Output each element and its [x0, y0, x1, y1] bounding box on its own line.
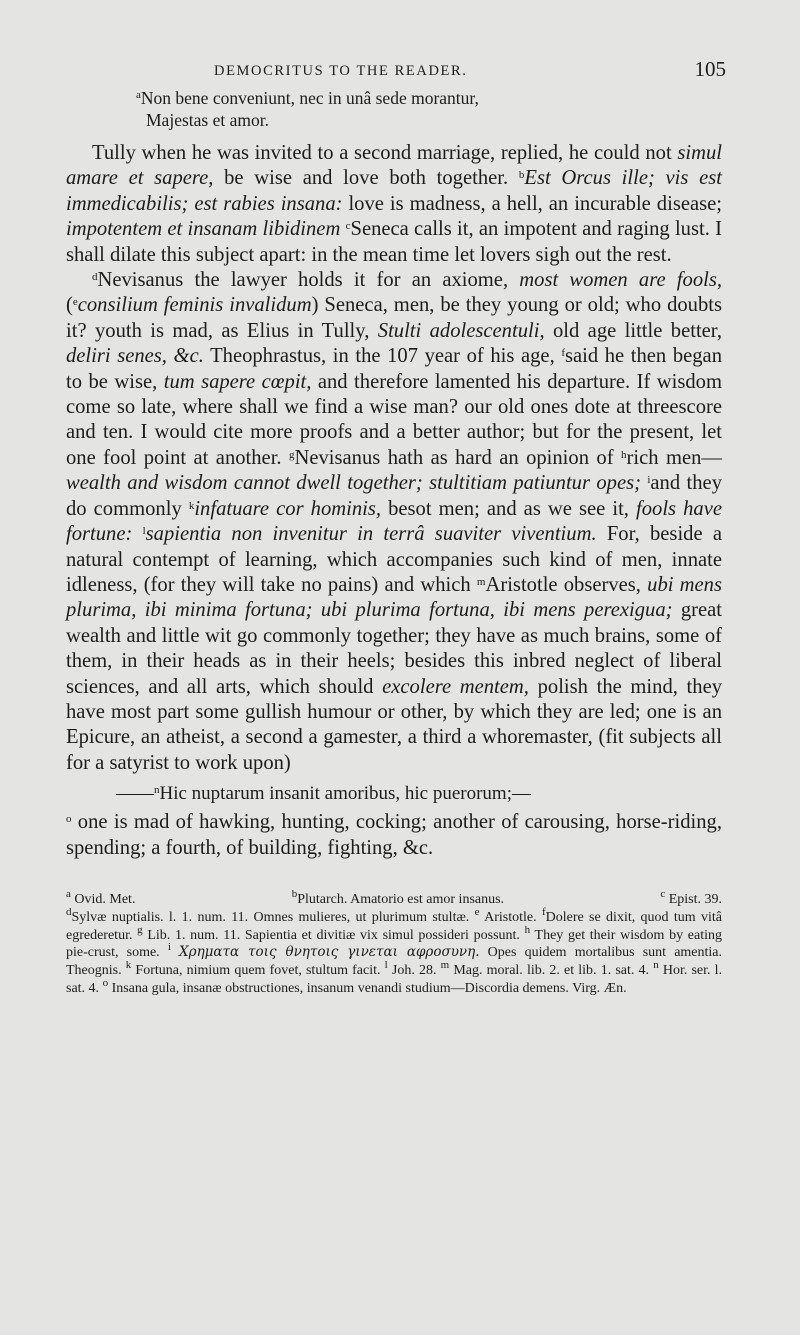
text-run: Seneca calls it, an impotent and raging lust. I shall dilate this subject apart: in the mean time let lovers sigh out the rest. — [66, 218, 722, 266]
footnote-ref-m: m — [476, 575, 486, 588]
footnote-ref-o: o — [66, 813, 72, 826]
footnote-g: $^g$ Lib. 1. num. 11. Sapientia et divitiæ vix simul possideri possunt. — [137, 923, 520, 943]
text-run: said he then began to be wise, — [66, 345, 722, 393]
footnote-ref-c: c — [345, 220, 351, 233]
text-run: besot men; and as we see it, — [381, 497, 637, 520]
footnote-ref-e: e — [72, 296, 78, 309]
text-run: great wealth and little wit go commonly together; they have as much brains, some of them, in their heads as in their heels; besides this inbred neglect of liberal sciences, and all arts, which should — [66, 599, 723, 698]
page-number: 105 — [694, 57, 726, 81]
footnote-ref-a: a — [136, 89, 141, 101]
page-header — [66, 55, 726, 87]
text-run: Aristotle observes, — [485, 573, 648, 596]
italic-run: tum sapere cœpit, — [163, 370, 312, 393]
italic-run: simul amare et sapere, — [66, 142, 722, 190]
footnote-f: $^f$Dolere se dixit, quod tum vitâ egrederetur. — [66, 905, 723, 943]
footnote-ref-h: h — [621, 448, 627, 461]
running-title: DEMOCRITUS TO THE READER. — [214, 63, 468, 79]
quotation-line — [116, 781, 722, 806]
text-run: polish the mind, they have most part some gullish humour or other, by which they are led; one is an Epicure, an atheist, a second a gamester, a third a whoremaster, (fit subjects all for a satyrist to work upon) — [66, 675, 723, 774]
footnotes — [66, 887, 723, 998]
text-run: Nevisanus hath as hard an opinion of — [294, 446, 621, 469]
italic-run: deliri senes, &c. — [66, 345, 204, 368]
footnote-i: $^i$ Χρηματα τοις θνητοις γινεται αφροσυνη. Opes quidem mortalibus sunt amentia. Theognis. — [66, 941, 723, 979]
italic-run: infatuare cor hominis, — [194, 497, 382, 520]
quote-dash: —— — [116, 783, 154, 805]
text-run: For, beside a natural contempt of learning, which accompanies such kind of men, innate idleness, (for they will take no pains) and which — [66, 523, 722, 596]
footnote-h: $^h$ They get their wisdom by eating pie-crust, some. — [66, 923, 723, 961]
footnote-ref-n: n — [154, 784, 160, 797]
footnote-k: $^k$ Fortuna, nimium quem fovet, stultum facit. — [125, 959, 381, 979]
text-run: and they do commonly — [66, 472, 722, 520]
footnote-a: $^a$ Ovid. Met. — [66, 887, 136, 907]
text-run: and therefore lamented his departure. If wisdom come so late, where shall we find a wise man? our old ones dote at threescore and ten. I would cite more proofs and a better author; but for the present, let one fool point at another. — [66, 370, 722, 469]
italic-run: impotentem et insanam libidinem — [66, 218, 341, 241]
italic-run: most women are fools, — [519, 269, 722, 292]
verse-quotation — [136, 87, 722, 131]
italic-run: ubi mens plurima, ibi minima fortuna; ubi plurima fortuna, ibi mens perexigua; — [66, 573, 722, 622]
text-run: be wise and love both together. — [213, 167, 519, 190]
footnote-o: $^o$ Insana gula, insanæ obstructiones, insanum venandi studium—Discordia demens. Virg. Æn. — [102, 976, 627, 996]
paragraph-3 — [66, 810, 722, 861]
verse-line-1 — [136, 87, 722, 109]
text-run: love is madness, a hell, an incurable disease; — [342, 192, 722, 215]
footnote-e: $^e$ Aristotle. — [474, 905, 537, 925]
footnote-b: $^b$Plutarch. Amatorio est amor insanus. — [291, 887, 505, 907]
footnote-ref-d: d — [92, 271, 98, 284]
footnote-ref-g: g — [289, 448, 295, 461]
paragraph-2 — [66, 268, 722, 776]
footnote-ref-k: k — [188, 499, 195, 512]
footnote-n: $^n$ Hor. ser. l. sat. 4. — [66, 959, 723, 996]
footnote-ref-l: l — [142, 525, 146, 538]
italic-run: fools have fortune: — [66, 497, 723, 546]
text-run: Nevisanus the lawyer holds it for an axiome, — [97, 269, 520, 292]
italic-run: sapientia non invenitur in terrâ suaviter viventium. — [145, 523, 597, 546]
footnote-l: $^l$ Joh. 28. — [384, 959, 437, 979]
italic-run: Stulti adolescentuli, — [377, 319, 545, 342]
text-run: Theophrastus, in the 107 year of his age, — [203, 345, 562, 368]
text-run: ( — [66, 294, 73, 317]
italic-run: Est Orcus ille; vis est immedicabilis; est rabies insana: — [66, 167, 722, 215]
text-run: old age little better, — [544, 319, 722, 342]
text-run: ) Seneca, men, be they young or old; who doubts it? youth is mad, as Elius in Tully, — [66, 294, 723, 342]
footnote-ref-b: b — [518, 169, 525, 182]
paragraph-1 — [66, 141, 722, 268]
italic-run: excolere mentem, — [382, 675, 529, 698]
footnote-ref-f: f — [561, 347, 565, 360]
text-run: rich men— — [626, 446, 722, 469]
footnote-m: $^m$ Mag. moral. lib. 2. et lib. 1. sat. 4. — [440, 959, 650, 979]
footnote-ref-i: i — [647, 474, 651, 487]
italic-run: wealth and wisdom cannot dwell together; stultitiam patiuntur opes; — [66, 472, 641, 495]
main-text — [66, 141, 722, 861]
verse-line-2: Majestas et amor. — [146, 110, 269, 130]
footnote-row-1 — [66, 887, 722, 909]
verse-text-1: Non bene conveniunt, nec in unâ sede morantur, — [140, 88, 479, 108]
quote-text: Hic nuptarum insanit amoribus, hic puerorum;— — [159, 783, 531, 805]
footnote-d: $^d$Sylvæ nuptialis. l. 1. num. 11. Omnes mulieres, ut plurimum stultæ. — [66, 905, 470, 925]
footnote-block — [66, 905, 723, 998]
text-run: one is mad of hawking, hunting, cocking; another of carousing, horse-riding, spending; a fourth, of building, fighting, &c. — [66, 811, 722, 859]
footnote-c: $^c$ Epist. 39. — [660, 887, 722, 907]
text-run: Tully when he was invited to a second marriage, replied, he could not — [92, 142, 678, 164]
text-run — [132, 523, 142, 545]
italic-run: consilium feminis invalidum — [77, 294, 312, 317]
